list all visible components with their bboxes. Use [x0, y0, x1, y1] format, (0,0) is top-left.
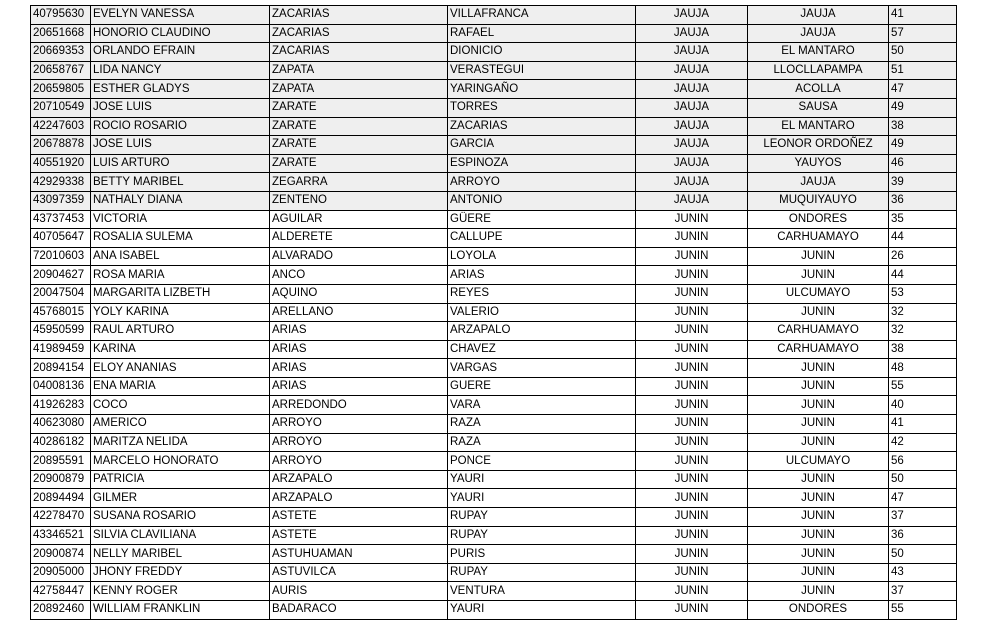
province-cell: JUNIN — [636, 303, 748, 322]
district-cell: JUNIN — [748, 508, 889, 527]
first-names-cell: LIDA NANCY — [91, 61, 270, 80]
registry-table — [30, 5, 957, 620]
district-cell: EL MANTARO — [748, 43, 889, 62]
paternal-surname-cell: ASTUVILCA — [270, 563, 448, 582]
district-cell: LEONOR ORDOÑEZ — [748, 136, 889, 155]
age-cell: 38 — [889, 117, 957, 136]
first-names-cell: JOSE LUIS — [91, 98, 270, 117]
dni-cell: 20710549 — [31, 98, 91, 117]
maternal-surname-cell: YAURI — [448, 489, 636, 508]
maternal-surname-cell: RAZA — [448, 433, 636, 452]
paternal-surname-cell: ARROYO — [270, 415, 448, 434]
age-cell: 55 — [889, 601, 957, 620]
district-cell: JUNIN — [748, 377, 889, 396]
dni-cell: 42247603 — [31, 117, 91, 136]
district-cell: JUNIN — [748, 266, 889, 285]
table-row — [31, 359, 957, 378]
paternal-surname-cell: ARZAPALO — [270, 489, 448, 508]
province-cell: JAUJA — [636, 154, 748, 173]
paternal-surname-cell: BADARACO — [270, 601, 448, 620]
maternal-surname-cell: ARIAS — [448, 266, 636, 285]
paternal-surname-cell: ARROYO — [270, 433, 448, 452]
first-names-cell: RAUL ARTURO — [91, 322, 270, 341]
district-cell: YAUYOS — [748, 154, 889, 173]
district-cell: JUNIN — [748, 526, 889, 545]
maternal-surname-cell: ARZAPALO — [448, 322, 636, 341]
table-row — [31, 340, 957, 359]
paternal-surname-cell: ZARATE — [270, 136, 448, 155]
dni-cell: 42278470 — [31, 508, 91, 527]
maternal-surname-cell: RAFAEL — [448, 24, 636, 43]
paternal-surname-cell: ARELLANO — [270, 303, 448, 322]
paternal-surname-cell: ARROYO — [270, 452, 448, 471]
first-names-cell: NATHALY DIANA — [91, 191, 270, 210]
first-names-cell: EVELYN VANESSA — [91, 6, 270, 25]
paternal-surname-cell: ARREDONDO — [270, 396, 448, 415]
first-names-cell: VICTORIA — [91, 210, 270, 229]
dni-cell: 40795630 — [31, 6, 91, 25]
dni-cell: 20669353 — [31, 43, 91, 62]
first-names-cell: ESTHER GLADYS — [91, 80, 270, 99]
paternal-surname-cell: ZAPATA — [270, 80, 448, 99]
maternal-surname-cell: VALERIO — [448, 303, 636, 322]
age-cell: 41 — [889, 415, 957, 434]
maternal-surname-cell: RAZA — [448, 415, 636, 434]
dni-cell: 43097359 — [31, 191, 91, 210]
province-cell: JUNIN — [636, 322, 748, 341]
table-row — [31, 266, 957, 285]
district-cell: ONDORES — [748, 601, 889, 620]
paternal-surname-cell: ZACARIAS — [270, 6, 448, 25]
dni-cell: 20892460 — [31, 601, 91, 620]
age-cell: 35 — [889, 210, 957, 229]
first-names-cell: NELLY MARIBEL — [91, 545, 270, 564]
maternal-surname-cell: RUPAY — [448, 563, 636, 582]
dni-cell: 41926283 — [31, 396, 91, 415]
table-row — [31, 210, 957, 229]
age-cell: 46 — [889, 154, 957, 173]
dni-cell: 20904627 — [31, 266, 91, 285]
age-cell: 36 — [889, 191, 957, 210]
age-cell: 32 — [889, 322, 957, 341]
province-cell: JUNIN — [636, 508, 748, 527]
province-cell: JUNIN — [636, 433, 748, 452]
table-row — [31, 117, 957, 136]
first-names-cell: ROSA MARIA — [91, 266, 270, 285]
province-cell: JUNIN — [636, 489, 748, 508]
age-cell: 40 — [889, 396, 957, 415]
age-cell: 50 — [889, 43, 957, 62]
table-row — [31, 470, 957, 489]
province-cell: JUNIN — [636, 210, 748, 229]
maternal-surname-cell: CHAVEZ — [448, 340, 636, 359]
age-cell: 50 — [889, 470, 957, 489]
first-names-cell: GILMER — [91, 489, 270, 508]
age-cell: 38 — [889, 340, 957, 359]
province-cell: JUNIN — [636, 359, 748, 378]
province-cell: JAUJA — [636, 117, 748, 136]
paternal-surname-cell: ARIAS — [270, 322, 448, 341]
paternal-surname-cell: ZEGARRA — [270, 173, 448, 192]
paternal-surname-cell: ARZAPALO — [270, 470, 448, 489]
paternal-surname-cell: ANCO — [270, 266, 448, 285]
age-cell: 44 — [889, 229, 957, 248]
table-row — [31, 545, 957, 564]
dni-cell: 04008136 — [31, 377, 91, 396]
province-cell: JAUJA — [636, 98, 748, 117]
district-cell: LLOCLLAPAMPA — [748, 61, 889, 80]
province-cell: JUNIN — [636, 247, 748, 266]
maternal-surname-cell: CALLUPE — [448, 229, 636, 248]
first-names-cell: ROSALIA SULEMA — [91, 229, 270, 248]
table-row — [31, 415, 957, 434]
table-row — [31, 24, 957, 43]
dni-cell: 20659805 — [31, 80, 91, 99]
district-cell: ULCUMAYO — [748, 452, 889, 471]
district-cell: JUNIN — [748, 247, 889, 266]
province-cell: JUNIN — [636, 229, 748, 248]
maternal-surname-cell: YARINGAÑO — [448, 80, 636, 99]
age-cell: 49 — [889, 136, 957, 155]
dni-cell: 20900879 — [31, 470, 91, 489]
paternal-surname-cell: AURIS — [270, 582, 448, 601]
province-cell: JAUJA — [636, 24, 748, 43]
first-names-cell: ELOY ANANIAS — [91, 359, 270, 378]
age-cell: 57 — [889, 24, 957, 43]
maternal-surname-cell: DIONICIO — [448, 43, 636, 62]
paternal-surname-cell: ZAPATA — [270, 61, 448, 80]
province-cell: JUNIN — [636, 415, 748, 434]
province-cell: JAUJA — [636, 6, 748, 25]
first-names-cell: HONORIO CLAUDINO — [91, 24, 270, 43]
province-cell: JAUJA — [636, 80, 748, 99]
dni-cell: 20895591 — [31, 452, 91, 471]
first-names-cell: COCO — [91, 396, 270, 415]
paternal-surname-cell: ZENTENO — [270, 191, 448, 210]
first-names-cell: JOSE LUIS — [91, 136, 270, 155]
table-row — [31, 601, 957, 620]
first-names-cell: KARINA — [91, 340, 270, 359]
maternal-surname-cell: REYES — [448, 284, 636, 303]
dni-cell: 40705647 — [31, 229, 91, 248]
maternal-surname-cell: PURIS — [448, 545, 636, 564]
paternal-surname-cell: ARIAS — [270, 377, 448, 396]
table-row — [31, 247, 957, 266]
table-row — [31, 526, 957, 545]
district-cell: JUNIN — [748, 582, 889, 601]
table-row — [31, 396, 957, 415]
province-cell: JUNIN — [636, 284, 748, 303]
province-cell: JAUJA — [636, 43, 748, 62]
table-row — [31, 80, 957, 99]
paternal-surname-cell: ASTUHUAMAN — [270, 545, 448, 564]
maternal-surname-cell: GUERE — [448, 377, 636, 396]
district-cell: EL MANTARO — [748, 117, 889, 136]
dni-cell: 43346521 — [31, 526, 91, 545]
age-cell: 44 — [889, 266, 957, 285]
maternal-surname-cell: GÜERE — [448, 210, 636, 229]
district-cell: JAUJA — [748, 24, 889, 43]
maternal-surname-cell: YAURI — [448, 470, 636, 489]
dni-cell: 42929338 — [31, 173, 91, 192]
maternal-surname-cell: ANTONIO — [448, 191, 636, 210]
province-cell: JUNIN — [636, 526, 748, 545]
table-row — [31, 229, 957, 248]
dni-cell: 20905000 — [31, 563, 91, 582]
province-cell: JUNIN — [636, 601, 748, 620]
dni-cell: 20651668 — [31, 24, 91, 43]
maternal-surname-cell: VARA — [448, 396, 636, 415]
district-cell: JUNIN — [748, 415, 889, 434]
province-cell: JAUJA — [636, 61, 748, 80]
age-cell: 50 — [889, 545, 957, 564]
table-row — [31, 191, 957, 210]
first-names-cell: KENNY ROGER — [91, 582, 270, 601]
table-body — [31, 6, 957, 620]
dni-cell: 40286182 — [31, 433, 91, 452]
paternal-surname-cell: ZACARIAS — [270, 24, 448, 43]
paternal-surname-cell: ALDERETE — [270, 229, 448, 248]
dni-cell: 41989459 — [31, 340, 91, 359]
age-cell: 49 — [889, 98, 957, 117]
province-cell: JAUJA — [636, 191, 748, 210]
paternal-surname-cell: ZARATE — [270, 117, 448, 136]
dni-cell: 72010603 — [31, 247, 91, 266]
dni-cell: 20678878 — [31, 136, 91, 155]
first-names-cell: JHONY FREDDY — [91, 563, 270, 582]
maternal-surname-cell: ZACARIAS — [448, 117, 636, 136]
maternal-surname-cell: VERASTEGUI — [448, 61, 636, 80]
paternal-surname-cell: ALVARADO — [270, 247, 448, 266]
dni-cell: 45768015 — [31, 303, 91, 322]
dni-cell: 20894494 — [31, 489, 91, 508]
table-row — [31, 154, 957, 173]
maternal-surname-cell: LOYOLA — [448, 247, 636, 266]
age-cell: 32 — [889, 303, 957, 322]
province-cell: JUNIN — [636, 340, 748, 359]
first-names-cell: YOLY KARINA — [91, 303, 270, 322]
dni-cell: 20894154 — [31, 359, 91, 378]
district-cell: JUNIN — [748, 545, 889, 564]
table-row — [31, 98, 957, 117]
table-row — [31, 61, 957, 80]
district-cell: JUNIN — [748, 563, 889, 582]
first-names-cell: MARCELO HONORATO — [91, 452, 270, 471]
age-cell: 37 — [889, 508, 957, 527]
first-names-cell: ANA ISABEL — [91, 247, 270, 266]
table-row — [31, 377, 957, 396]
first-names-cell: AMERICO — [91, 415, 270, 434]
maternal-surname-cell: VARGAS — [448, 359, 636, 378]
first-names-cell: ROCIO ROSARIO — [91, 117, 270, 136]
table-row — [31, 6, 957, 25]
first-names-cell: MARITZA NELIDA — [91, 433, 270, 452]
age-cell: 36 — [889, 526, 957, 545]
maternal-surname-cell: RUPAY — [448, 508, 636, 527]
dni-cell: 40623080 — [31, 415, 91, 434]
paternal-surname-cell: AGUILAR — [270, 210, 448, 229]
table-row — [31, 173, 957, 192]
table-row — [31, 452, 957, 471]
paternal-surname-cell: ASTETE — [270, 526, 448, 545]
maternal-surname-cell: YAURI — [448, 601, 636, 620]
maternal-surname-cell: VENTURA — [448, 582, 636, 601]
age-cell: 26 — [889, 247, 957, 266]
dni-cell: 42758447 — [31, 582, 91, 601]
first-names-cell: MARGARITA LIZBETH — [91, 284, 270, 303]
paternal-surname-cell: AQUINO — [270, 284, 448, 303]
table-row — [31, 489, 957, 508]
district-cell: JUNIN — [748, 303, 889, 322]
age-cell: 55 — [889, 377, 957, 396]
district-cell: CARHUAMAYO — [748, 322, 889, 341]
province-cell: JUNIN — [636, 396, 748, 415]
province-cell: JUNIN — [636, 582, 748, 601]
table-row — [31, 433, 957, 452]
first-names-cell: SUSANA ROSARIO — [91, 508, 270, 527]
age-cell: 42 — [889, 433, 957, 452]
age-cell: 47 — [889, 80, 957, 99]
district-cell: ONDORES — [748, 210, 889, 229]
age-cell: 48 — [889, 359, 957, 378]
province-cell: JUNIN — [636, 563, 748, 582]
district-cell: CARHUAMAYO — [748, 229, 889, 248]
province-cell: JUNIN — [636, 470, 748, 489]
district-cell: SAUSA — [748, 98, 889, 117]
paternal-surname-cell: ZACARIAS — [270, 43, 448, 62]
dni-cell: 43737453 — [31, 210, 91, 229]
district-cell: ACOLLA — [748, 80, 889, 99]
province-cell: JUNIN — [636, 377, 748, 396]
table-row — [31, 136, 957, 155]
paternal-surname-cell: ZARATE — [270, 98, 448, 117]
province-cell: JUNIN — [636, 452, 748, 471]
district-cell: CARHUAMAYO — [748, 340, 889, 359]
age-cell: 47 — [889, 489, 957, 508]
first-names-cell: BETTY MARIBEL — [91, 173, 270, 192]
district-cell: JUNIN — [748, 433, 889, 452]
maternal-surname-cell: ESPINOZA — [448, 154, 636, 173]
maternal-surname-cell: VILLAFRANCA — [448, 6, 636, 25]
first-names-cell: LUIS ARTURO — [91, 154, 270, 173]
province-cell: JUNIN — [636, 266, 748, 285]
age-cell: 43 — [889, 563, 957, 582]
age-cell: 37 — [889, 582, 957, 601]
age-cell: 51 — [889, 61, 957, 80]
table-row — [31, 322, 957, 341]
table-row — [31, 582, 957, 601]
dni-cell: 45950599 — [31, 322, 91, 341]
maternal-surname-cell: ARROYO — [448, 173, 636, 192]
table-row — [31, 508, 957, 527]
dni-cell: 20658767 — [31, 61, 91, 80]
age-cell: 41 — [889, 6, 957, 25]
district-cell: ULCUMAYO — [748, 284, 889, 303]
table-row — [31, 43, 957, 62]
paternal-surname-cell: ARIAS — [270, 359, 448, 378]
province-cell: JAUJA — [636, 173, 748, 192]
dni-cell: 20900874 — [31, 545, 91, 564]
table-row — [31, 563, 957, 582]
district-cell: JUNIN — [748, 359, 889, 378]
age-cell: 39 — [889, 173, 957, 192]
district-cell: JAUJA — [748, 173, 889, 192]
first-names-cell: SILVIA CLAVILIANA — [91, 526, 270, 545]
dni-cell: 20047504 — [31, 284, 91, 303]
province-cell: JAUJA — [636, 136, 748, 155]
district-cell: JUNIN — [748, 396, 889, 415]
district-cell: MUQUIYAUYO — [748, 191, 889, 210]
table-row — [31, 303, 957, 322]
first-names-cell: ENA MARIA — [91, 377, 270, 396]
paternal-surname-cell: ARIAS — [270, 340, 448, 359]
paternal-surname-cell: ASTETE — [270, 508, 448, 527]
district-cell: JAUJA — [748, 6, 889, 25]
dni-cell: 40551920 — [31, 154, 91, 173]
paternal-surname-cell: ZARATE — [270, 154, 448, 173]
first-names-cell: ORLANDO EFRAIN — [91, 43, 270, 62]
district-cell: JUNIN — [748, 489, 889, 508]
first-names-cell: PATRICIA — [91, 470, 270, 489]
maternal-surname-cell: TORRES — [448, 98, 636, 117]
maternal-surname-cell: RUPAY — [448, 526, 636, 545]
age-cell: 53 — [889, 284, 957, 303]
maternal-surname-cell: PONCE — [448, 452, 636, 471]
province-cell: JUNIN — [636, 545, 748, 564]
maternal-surname-cell: GARCIA — [448, 136, 636, 155]
table-row — [31, 284, 957, 303]
first-names-cell: WILLIAM FRANKLIN — [91, 601, 270, 620]
age-cell: 56 — [889, 452, 957, 471]
district-cell: JUNIN — [748, 470, 889, 489]
